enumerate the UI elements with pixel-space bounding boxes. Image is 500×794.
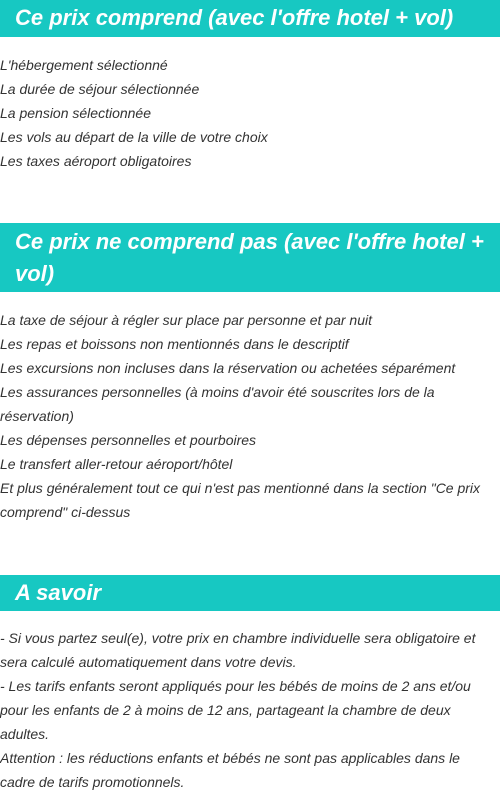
list-item: Les assurances personnelles (à moins d'avoir été souscrites lors de la réservation) xyxy=(0,384,435,424)
section-title-not-included: Ce prix ne comprend pas (avec l'offre hotel + vol) xyxy=(15,229,484,286)
list-item: Les taxes aéroport obligatoires xyxy=(0,153,192,169)
list-item: Les excursions non incluses dans la réservation ou achetées séparément xyxy=(0,360,456,376)
list-item: L'hébergement sélectionné xyxy=(0,57,168,73)
list-item: La taxe de séjour à régler sur place par personne et par nuit xyxy=(0,312,373,328)
section-title-good-to-know: A savoir xyxy=(15,580,102,605)
list-item: Le transfert aller-retour aéroport/hôtel xyxy=(0,456,233,472)
section-header-good-to-know xyxy=(0,575,500,611)
list-item: La pension sélectionnée xyxy=(0,105,152,121)
list-item: Les vols au départ de la ville de votre choix xyxy=(0,129,268,145)
list-item: Les repas et boissons non mentionnés dans le descriptif xyxy=(0,336,349,352)
list-item: - Si vous partez seul(e), votre prix en chambre individuelle sera obligatoire et sera calculé automatiquement dans votre devis. xyxy=(0,630,476,670)
section-header-not-included xyxy=(0,223,500,292)
list-item: - Les tarifs enfants seront appliqués pour les bébés de moins de 2 ans et/ou pour les enfants de 2 à moins de 12 ans, partageant la chambre de deux adultes. xyxy=(0,678,471,742)
section-header-included xyxy=(0,0,500,37)
good-to-know-list xyxy=(0,626,500,794)
not-included-list xyxy=(0,308,500,524)
included-list xyxy=(0,53,500,173)
list-item: Et plus généralement tout ce qui n'est pas mentionné dans la section "Ce prix comprend" ci-dessus xyxy=(0,480,481,520)
list-item: La durée de séjour sélectionnée xyxy=(0,81,200,97)
section-title-included: Ce prix comprend (avec l'offre hotel + vol) xyxy=(15,5,454,30)
list-item: Les dépenses personnelles et pourboires xyxy=(0,432,257,448)
list-item: Attention : les réductions enfants et bébés ne sont pas applicables dans le cadre de tarifs promotionnels. xyxy=(0,750,460,790)
